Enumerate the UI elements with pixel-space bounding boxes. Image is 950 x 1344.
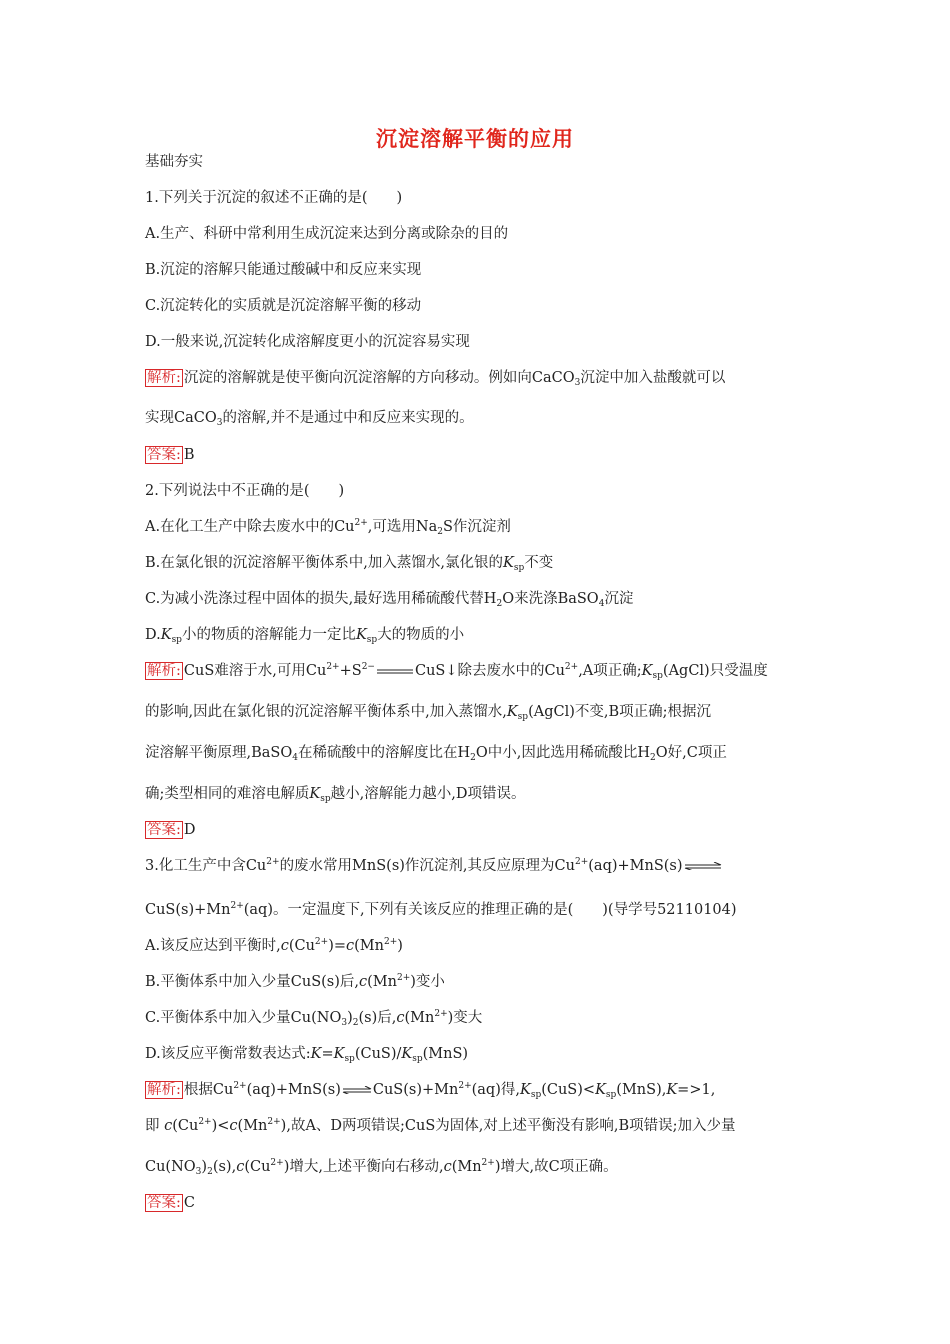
q3-stem-line1 xyxy=(145,857,723,875)
subscript: sp xyxy=(517,712,529,722)
subscript: 3 xyxy=(341,1018,348,1028)
text: CuS(s)+Mn xyxy=(145,902,231,918)
q2-explanation-line2 xyxy=(145,703,711,721)
superscript: 2+ xyxy=(434,1009,448,1019)
q1-option-b: B.沉淀的溶解只能通过酸碱中和反应来实现 xyxy=(145,262,422,278)
subscript: sp xyxy=(344,1054,355,1064)
text: >1, xyxy=(689,1082,716,1098)
q1-explanation-line2 xyxy=(145,409,474,427)
text: CuS↓除去废水中的Cu xyxy=(414,663,565,679)
q2-option-d xyxy=(145,626,464,644)
q1-stem: 1.下列关于沉淀的叙述不正确的是( ) xyxy=(145,190,403,206)
answer-tag: 答案: xyxy=(147,1195,181,1211)
q2-stem: 2.下列说法中不正确的是( ) xyxy=(145,483,345,499)
text: )变大 xyxy=(447,1010,483,1026)
text: CuS难溶于水,可用Cu xyxy=(183,663,327,679)
text: ),故A、D两项错误;CuS为固体,对上述平衡没有影响,B项错误;加入少量 xyxy=(280,1118,736,1134)
superscript: 2+ xyxy=(396,973,411,983)
explanation-tag: 解析: xyxy=(147,1082,181,1098)
answer-value: D xyxy=(183,822,196,838)
text: (Mn xyxy=(367,974,397,990)
text: 越小,溶解能力越小,D项错误。 xyxy=(330,786,526,802)
q2-option-c xyxy=(145,590,633,608)
symbol-c: c xyxy=(164,1118,173,1134)
text: O好,C项正 xyxy=(655,745,727,761)
text: 确;类型相同的难溶电解质 xyxy=(145,786,310,802)
symbol-k: K xyxy=(401,1046,413,1062)
text: B.在氯化银的沉淀溶解平衡体系中,加入蒸馏水,氯化银的 xyxy=(145,555,503,571)
q3-explanation-line1 xyxy=(145,1081,715,1099)
subscript: sp xyxy=(412,1054,423,1064)
text: B.平衡体系中加入少量CuS(s)后, xyxy=(145,974,359,990)
text: 沉淀的溶解就是使平衡向沉淀溶解的方向移动。例如向CaCO xyxy=(183,370,575,386)
text: +S xyxy=(339,663,362,679)
text: 在稀硫酸中的溶解度比在H xyxy=(297,745,471,761)
text: 小的物质的溶解能力一定比 xyxy=(181,627,356,643)
text: 的废水常用MnS(s)作沉淀剂,其反应原理为Cu xyxy=(279,858,575,874)
q3-explanation-line2 xyxy=(145,1117,736,1135)
symbol-k: K xyxy=(333,1046,345,1062)
q2-option-b xyxy=(145,554,553,572)
superscript: 2− xyxy=(361,662,375,672)
text: (CuS)< xyxy=(541,1082,596,1098)
text: (aq)得, xyxy=(471,1082,520,1098)
text: A.该反应达到平衡时, xyxy=(145,938,281,954)
text: 3.化工生产中含Cu xyxy=(145,858,267,874)
text: C.为减小洗涤过程中固体的损失,最好选用稀硫酸代替H xyxy=(145,591,497,607)
superscript: 2+ xyxy=(574,857,589,867)
equals-arrow-icon xyxy=(375,667,415,675)
symbol-k: K xyxy=(355,627,367,643)
q1-explanation-line1 xyxy=(145,369,725,387)
superscript: 2+ xyxy=(233,1081,247,1091)
text: Cu(NO xyxy=(145,1159,196,1175)
text: ) xyxy=(201,1159,208,1175)
symbol-k-compare: K= xyxy=(666,1082,690,1098)
text: (s)后, xyxy=(358,1010,397,1026)
text: (Cu xyxy=(244,1159,271,1175)
subscript: 2 xyxy=(650,753,656,763)
symbol-c: c xyxy=(229,1118,238,1134)
text: (aq)。一定温度下,下列有关该反应的推理正确的是( )(导学号52110104) xyxy=(243,902,737,918)
symbol-k: K xyxy=(309,786,321,802)
q3-explanation-line3 xyxy=(145,1158,618,1176)
text: ,可选用Na xyxy=(367,519,438,535)
q3-option-b xyxy=(145,973,445,991)
text: CuS(s)+Mn xyxy=(372,1082,459,1098)
superscript: 2+ xyxy=(354,518,368,528)
answer-tag: 答案: xyxy=(147,822,181,838)
text: 不变 xyxy=(524,555,554,571)
subscript: 2 xyxy=(470,753,476,763)
text: (CuS)/ xyxy=(354,1046,402,1062)
superscript: 2+ xyxy=(383,937,398,947)
superscript: 2+ xyxy=(266,857,280,867)
text: 的影响,因此在氯化银的沉淀溶解平衡体系中,加入蒸馏水, xyxy=(145,704,507,720)
q1-option-a: A.生产、科研中常利用生成沉淀来达到分离或除杂的目的 xyxy=(145,226,509,242)
explanation-tag: 解析: xyxy=(147,370,181,386)
text: 沉淀中加入盐酸就可以 xyxy=(580,370,726,386)
subscript: sp xyxy=(513,563,525,573)
superscript: 2+ xyxy=(564,662,579,672)
text: )= xyxy=(328,938,347,954)
equilibrium-arrow-icon xyxy=(683,862,723,870)
symbol-k: K xyxy=(160,627,172,643)
text: )变小 xyxy=(410,974,445,990)
subscript: 3 xyxy=(216,418,223,428)
q1-option-c: C.沉淀转化的实质就是沉淀溶解平衡的移动 xyxy=(145,298,422,314)
superscript: 2+ xyxy=(267,1117,281,1127)
q3-option-c xyxy=(145,1009,482,1027)
symbol-k: K xyxy=(595,1082,606,1098)
section-heading: 基础夯实 xyxy=(145,154,203,170)
q2-explanation-line1 xyxy=(145,662,768,680)
q1-answer xyxy=(145,446,195,464)
symbol-c: c xyxy=(396,1010,405,1026)
subscript: sp xyxy=(652,671,663,681)
subscript: sp xyxy=(320,794,331,804)
text: 沉淀 xyxy=(604,591,634,607)
symbol-c: c xyxy=(359,974,368,990)
text: (Mn xyxy=(404,1010,435,1026)
subscript: 2 xyxy=(352,1018,359,1028)
superscript: 2+ xyxy=(270,1158,284,1168)
text: 的溶解,并不是通过中和反应来实现的。 xyxy=(222,410,474,426)
q2-answer xyxy=(145,821,196,839)
text: 即 xyxy=(145,1118,160,1134)
text: S作沉淀剂 xyxy=(442,519,511,535)
q3-option-d xyxy=(145,1045,468,1063)
text: (aq)+MnS(s) xyxy=(246,1082,341,1098)
q1-option-d: D.一般来说,沉淀转化成溶解度更小的沉淀容易实现 xyxy=(145,334,470,350)
equilibrium-arrow-icon xyxy=(341,1086,373,1094)
explanation-tag: 解析: xyxy=(147,663,181,679)
text: ,A项正确; xyxy=(578,663,642,679)
superscript: 2+ xyxy=(326,662,340,672)
answer-value: B xyxy=(183,447,195,463)
superscript: 2+ xyxy=(458,1081,472,1091)
text: (AgCl)不变,B项正确;根据沉 xyxy=(528,704,712,720)
subscript: 2 xyxy=(437,527,443,537)
text: 大的物质的小 xyxy=(377,627,465,643)
text: 实现CaCO xyxy=(145,410,217,426)
text: A.在化工生产中除去废水中的Cu xyxy=(145,519,355,535)
symbol-k: K xyxy=(502,555,514,571)
text: 淀溶解平衡原理,BaSO xyxy=(145,745,293,761)
q3-stem-line2 xyxy=(145,901,737,919)
symbol-k-equals: K= xyxy=(310,1046,334,1062)
text: )增大,故C项正确。 xyxy=(494,1159,618,1175)
text: )< xyxy=(211,1118,230,1134)
superscript: 2+ xyxy=(481,1158,495,1168)
text: ) xyxy=(347,1010,353,1026)
text: (s), xyxy=(212,1159,237,1175)
text: C.平衡体系中加入少量Cu(NO xyxy=(145,1010,342,1026)
q3-answer xyxy=(145,1194,195,1212)
subscript: sp xyxy=(171,635,182,645)
answer-tag: 答案: xyxy=(147,447,181,463)
subscript: 2 xyxy=(207,1167,213,1177)
text: (AgCl)只受温度 xyxy=(662,663,768,679)
text: (Mn xyxy=(451,1159,482,1175)
symbol-c: c xyxy=(443,1159,452,1175)
superscript: 2+ xyxy=(314,937,329,947)
subscript: 3 xyxy=(195,1167,202,1177)
subscript: 3 xyxy=(574,378,581,388)
symbol-c: c xyxy=(346,938,355,954)
text: (Cu xyxy=(288,938,315,954)
text: (Mn xyxy=(237,1118,268,1134)
text: )增大,上述平衡向右移动, xyxy=(283,1159,444,1175)
text: 根据Cu xyxy=(183,1082,234,1098)
q2-explanation-line4 xyxy=(145,785,525,803)
symbol-k: K xyxy=(641,663,653,679)
answer-value: C xyxy=(183,1195,195,1211)
subscript: 4 xyxy=(292,753,298,763)
text: ) xyxy=(397,938,403,954)
text: (aq)+MnS(s) xyxy=(588,858,683,874)
subscript: sp xyxy=(530,1090,542,1100)
subscript: 4 xyxy=(598,599,605,609)
text: O来洗涤BaSO xyxy=(502,591,599,607)
text: (Cu xyxy=(172,1118,199,1134)
symbol-k: K xyxy=(519,1082,531,1098)
text: O中小,因此选用稀硫酸比H xyxy=(475,745,651,761)
text: (MnS) xyxy=(422,1046,469,1062)
subscript: sp xyxy=(366,635,378,645)
symbol-c: c xyxy=(236,1159,245,1175)
q2-option-a xyxy=(145,518,511,536)
document-title: 沉淀溶解平衡的应用 xyxy=(376,126,574,151)
symbol-k: K xyxy=(506,704,518,720)
text: (Mn xyxy=(354,938,384,954)
superscript: 2+ xyxy=(230,901,244,911)
symbol-c: c xyxy=(280,938,289,954)
q2-explanation-line3 xyxy=(145,744,727,762)
q3-option-a xyxy=(145,937,403,955)
subscript: sp xyxy=(605,1090,617,1100)
superscript: 2+ xyxy=(198,1117,212,1127)
subscript: 2 xyxy=(496,599,503,609)
text: (MnS), xyxy=(616,1082,667,1098)
text: D.该反应平衡常数表达式: xyxy=(145,1046,311,1062)
text: D. xyxy=(145,627,161,643)
